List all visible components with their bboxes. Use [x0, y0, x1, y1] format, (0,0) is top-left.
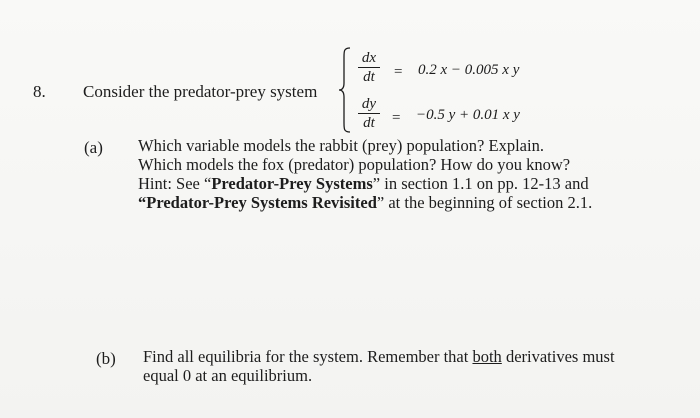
- hint-location-1: ” in section 1.1 on pp. 12-13 and: [372, 174, 589, 193]
- derivative-dy-dt: [356, 96, 382, 131]
- hint-prefix: Hint: See “: [138, 174, 212, 193]
- fraction-bar: [358, 67, 380, 68]
- fraction-bar: [358, 113, 380, 114]
- part-b-label: (b): [96, 349, 116, 368]
- equation-2-rhs: −0.5 y + 0.01 x y: [416, 107, 520, 123]
- equation-1-rhs: 0.2 x − 0.005 x y: [418, 62, 520, 78]
- dy-numerator: dy: [361, 96, 377, 112]
- part-a-label: (a): [84, 138, 103, 157]
- dt-denominator: dt: [363, 115, 375, 131]
- problem-intro: Consider the predator-prey system: [83, 82, 318, 101]
- equals-sign-1: =: [394, 64, 403, 80]
- part-a-text: [138, 136, 678, 212]
- equals-sign-2: =: [392, 110, 401, 126]
- hint-location-2: ” at the beginning of section 2.1.: [376, 193, 593, 212]
- part-b-text: [143, 347, 683, 385]
- part-a-line-3: [138, 174, 678, 193]
- system-brace: [338, 47, 352, 133]
- underlined-word: both: [472, 347, 502, 366]
- part-b-line-1-pre: Find all equilibria for the system. Remember that: [143, 347, 473, 366]
- hint-reference-2: “Predator-Prey Systems Revisited: [138, 193, 377, 212]
- problem-number: 8.: [33, 82, 46, 101]
- part-b-line-1: [143, 347, 683, 366]
- part-a-line-1: Which variable models the rabbit (prey) population? Explain.: [138, 136, 544, 155]
- derivative-dx-dt: [356, 50, 382, 85]
- part-b-line-2: equal 0 at an equilibrium.: [143, 366, 313, 385]
- part-a-line-2: Which models the fox (predator) population? How do you know?: [138, 155, 571, 174]
- dt-denominator: dt: [363, 69, 375, 85]
- hint-reference-1: Predator-Prey Systems: [211, 174, 373, 193]
- part-b-line-1-post: derivatives must: [501, 347, 615, 366]
- part-a-line-4: [138, 193, 678, 212]
- dx-numerator: dx: [361, 50, 377, 66]
